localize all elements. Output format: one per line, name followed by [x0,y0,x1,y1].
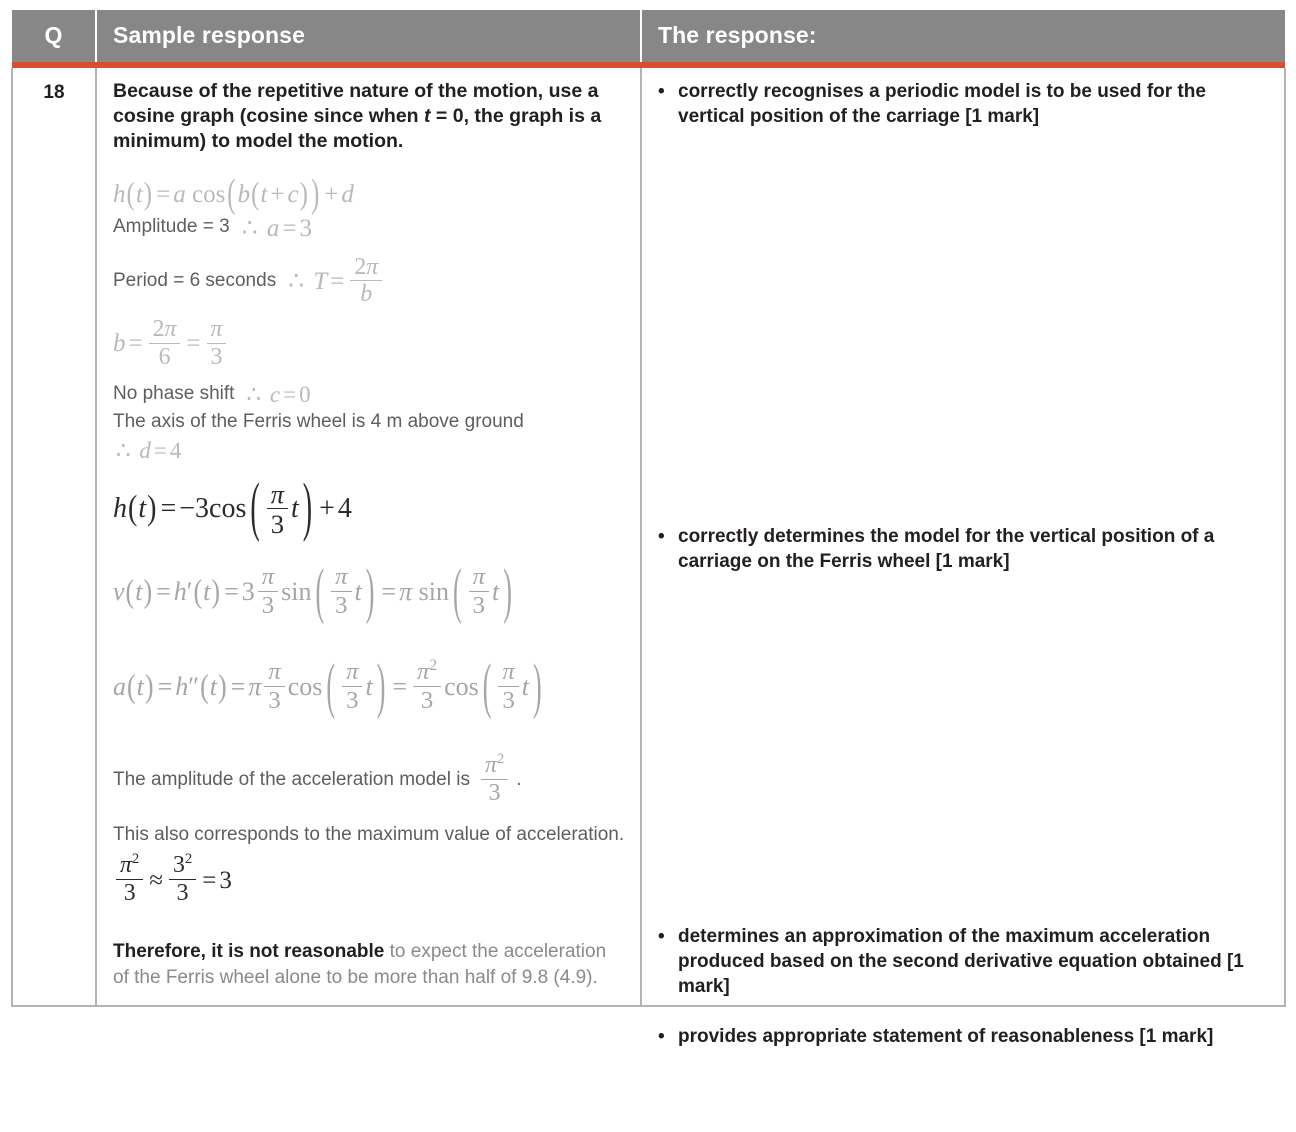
amplitude-statement-fraction: $\frac{\pi^2}{3}$ [478,754,511,806]
criterion-body: provides appropriate statement of reasonableness [678,1026,1140,1047]
amplitude-statement-before: The amplitude of the acceleration model is [113,768,470,790]
bullet-icon: • [658,1026,665,1047]
spacer [113,307,626,316]
conclusion-bold: Therefore, it is not reasonable [113,940,385,962]
table-row [12,68,1285,1006]
sample-response-cell [96,68,641,1006]
response-criteria-cell [641,68,1285,1047]
list-item [658,924,1270,999]
criterion-body: determines an approximation of the maximum acceleration produced based on the second derivative equation obtained [678,926,1227,972]
bullet-icon: • [658,81,665,102]
column-header-sample-response: Sample response [96,10,641,62]
spacer [113,910,626,925]
acceleration-model-math: a ( t ) = h ″ ( t ) = π $\frac{\pi}{3}$ cos ( $\frac{\pi}{3}$ t ) = $\frac{\pi^2}{3}$ cos ( $\frac{\pi}{3}$ t ) [113,651,542,720]
phase-shift-label: No phase shift [113,382,235,404]
equation-velocity-model [113,557,626,626]
spacer [113,805,626,814]
spacer [113,158,626,173]
criterion-text [678,1024,1270,1049]
criterion-body: correctly determines the model for the vertical position of a carriage on the Ferris wheel [678,526,1215,572]
mark-badge: [1 mark] [965,106,1040,127]
mark-badge: [1 mark] [1139,1026,1214,1047]
list-item [658,524,1270,574]
period-math: ∴ T = $\frac{2\pi}{b}$ [285,256,385,308]
equation-approximation [113,848,626,910]
bullet-icon: • [658,526,665,547]
phase-shift-math: ∴ c = 0 [246,382,311,408]
criterion-body: correctly recognises a periodic model is to be used for the vertical position of the carriage [678,81,1206,127]
b-value-math: b = $\frac{2\pi}{6}$ = $\frac{\pi}{3}$ [113,329,229,356]
marking-guide-table [11,10,1286,1047]
question-number-cell [12,68,96,1006]
equation-acceleration-model [113,652,626,721]
amplitude-statement-after: . [516,768,522,790]
question-number: 18 [43,82,65,103]
amplitude-statement-line [113,750,626,806]
bullet-icon: • [658,926,665,947]
axis-statement: The axis of the Ferris wheel is 4 m above ground [113,410,524,432]
intro-paragraph [113,79,626,154]
mark-badge: [1 mark] [935,551,1010,572]
general-model-math: h ( t ) = a cos ( b ( t + c ) ) + d [113,172,354,216]
table-header-row [12,10,1285,62]
approximation-math: $\frac{\pi^2}{3}$ ≈ $\frac{3^2}{3}$ = 3 [113,865,232,892]
conclusion-paragraph [113,939,626,991]
conclusion-rest: to expect the acceleration of the Ferris wheel alone to be more than half of 9.8 (4.9). [113,940,607,988]
period-label: Period = 6 seconds [113,270,277,292]
criterion-text [678,924,1270,999]
intro-part2: = 0, the graph is a minimum) to model the motion. [113,105,602,152]
criterion-text [678,79,1270,129]
intro-variable-t: t [424,105,431,127]
amplitude-line [113,214,626,241]
equation-b-value [113,316,626,377]
spacer [113,626,626,652]
list-item [658,1024,1270,1049]
list-item [658,79,1270,129]
equation-height-model [113,471,626,545]
column-header-the-response: The response: [641,10,1285,62]
height-model-math: h ( t ) = − 3 cos ( $\frac{\pi}{3}$ t ) + 4 [113,471,352,545]
amplitude-label: Amplitude = 3 [113,216,230,238]
amplitude-math: ∴ a = 3 [241,214,312,242]
velocity-model-math: v ( t ) = h ′ ( t ) = 3 $\frac{\pi}{3}$ sin ( $\frac{\pi}{3}$ t ) = π sin ( $\frac{\pi}{3}$ t ) [113,556,512,625]
d-value-line [113,437,626,462]
equation-general-model [113,173,626,214]
period-line [113,253,626,308]
d-value-math: ∴ d = 4 [116,437,182,463]
spacer [113,542,626,557]
mark-badge: [1 mark] [678,951,1244,997]
criterion-text [678,524,1270,574]
spacer [113,462,626,471]
max-value-statement: This also corresponds to the maximum value of acceleration. [113,824,625,846]
column-header-question: Q [12,10,96,62]
spacer [113,722,626,748]
phase-shift-line [113,381,626,407]
spacer [113,241,626,250]
intro-part1: Because of the repetitive nature of the motion, use a cosine graph (cosine since when [113,80,599,127]
